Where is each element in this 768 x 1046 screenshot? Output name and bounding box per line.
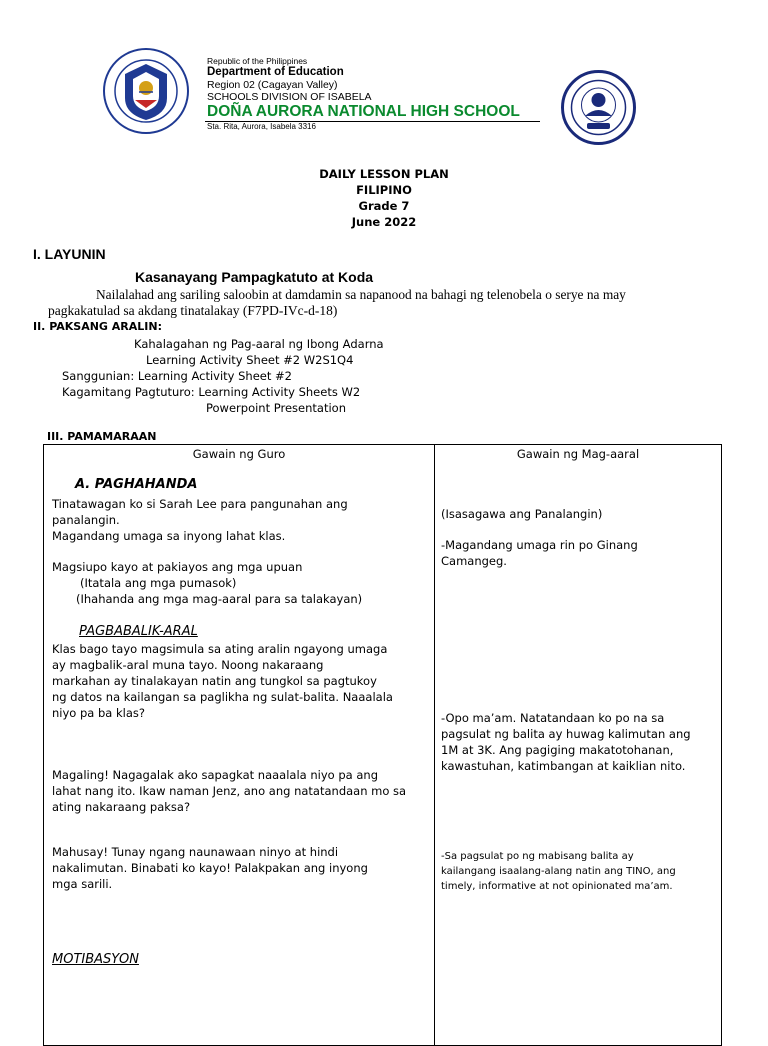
teacher-line: lahat nang ito. Ikaw naman Jenz, ano ang natatandaan mo sa [52,784,407,798]
student-line: -Opo ma’am. Natatandaan ko po na sa [441,711,665,725]
teacher-line: (Ihahanda ang mga mag-aaral para sa talakayan) [76,592,363,606]
teacher-line: Magsiupo kayo at pakiayos ang mga upuan [52,560,303,574]
student-block-1 [441,506,602,522]
teacher-block-3 [52,641,393,721]
student-line: kawastuhan, katimbangan at kaiklian nito. [441,759,686,773]
teacher-block-5 [52,844,368,892]
school-seal-icon [561,70,636,145]
title-subject: FILIPINO [356,183,412,197]
student-line: kailangang isaalang-alang natin ang TINO, ang [441,866,676,877]
teacher-line: nakalimutan. Binabati ko kayo! Palakpakan ang inyong [52,861,368,875]
student-column-header: Gawain ng Mag-aaral [516,447,640,461]
teacher-line: markahan ay tinalakayan natin ang tungkol sa pagtukoy [52,674,377,688]
teacher-column-header: Gawain ng Guro [192,447,286,461]
header-division: SCHOOLS DIVISION OF ISABELA [207,91,372,103]
school-seal [561,70,636,145]
heading-pamamaraan: III. PAMAMARAAN [47,430,157,443]
teacher-line: ating nakaraang paksa? [52,800,191,814]
header-school-name: DOÑA AURORA NATIONAL HIGH SCHOOL [207,103,520,120]
teacher-line: (Itatala ang mga pumasok) [80,576,237,590]
title-grade: Grade 7 [358,199,410,213]
title-dlp: DAILY LESSON PLAN [319,167,449,181]
student-line: timely, informative at not opinionated ma’am. [441,881,673,892]
student-line: 1M at 3K. Ang pagiging makatotohanan, [441,743,674,757]
teacher-block-2 [52,559,362,607]
header-address: Sta. Rita, Aurora, Isabela 3316 [207,122,316,131]
deped-seal [103,48,189,134]
teacher-block-4 [52,767,406,815]
student-block-3 [441,710,691,774]
title-date: June 2022 [351,215,417,229]
student-line: (Isasagawa ang Panalangin) [441,507,603,521]
deped-seal-icon [103,48,189,134]
teacher-line: Mahusay! Tunay ngang naunawaan ninyo at hindi [52,845,339,859]
subheading-kasanayan: Kasanayang Pampagkatuto at Koda [135,269,374,285]
header-department: Department of Education [207,66,344,78]
teacher-line: Magaling! Nagagalak ako sapagkat naaalala niyo pa ang [52,768,378,782]
teacher-line: Klas bago tayo magsimula sa ating aralin ngayong umaga [52,642,388,656]
teacher-line: ng datos na kailangan sa paglikha ng sulat-balita. Naaalala [52,690,393,704]
heading-layunin: I. LAYUNIN [33,246,106,262]
teacher-line: Magandang umaga sa inyong lahat klas. [52,529,286,543]
paksa-sanggunian: Sanggunian: Learning Activity Sheet #2 [62,369,292,383]
section-pagbabalik-aral: PAGBABALIK-ARAL [79,624,198,639]
paksa-las: Learning Activity Sheet #2 W2S1Q4 [146,353,354,367]
heading-paksang-aralin: II. PAKSANG ARALIN: [33,320,162,333]
teacher-line: mga sarili. [52,877,113,891]
teacher-line: ay magbalik-aral muna tayo. Noong nakaraang [52,658,324,672]
header-republic: Republic of the Philippines [207,56,308,66]
student-line: Camangeg. [441,554,507,568]
header-region: Region 02 (Cagayan Valley) [207,79,338,91]
student-block-4 [441,849,676,894]
section-motibasyon: MOTIBASYON [52,952,139,967]
section-paghahanda: A. PAGHAHANDA [75,477,198,492]
student-block-2 [441,537,638,569]
paksa-title: Kahalagahan ng Pag-aaral ng Ibong Adarna [134,337,384,351]
layunin-text-1: Nailalahad ang sariling saloobin at damdamin sa napanood na bahagi ng telenobela o serye na may [96,287,626,302]
paksa-powerpoint: Powerpoint Presentation [206,401,346,415]
paksa-kagamitan: Kagamitang Pagtuturo: Learning Activity Sheets W2 [62,385,361,399]
teacher-line: panalangin. [52,513,120,527]
teacher-line: Tinatawagan ko si Sarah Lee para pangunahan ang [52,497,348,511]
student-line: -Sa pagsulat po ng mabisang balita ay [441,851,634,862]
student-line: -Magandang umaga rin po Ginang [441,538,638,552]
student-line: pagsulat ng balita ay huwag kalimutan ang [441,727,691,741]
layunin-text-2: pagkakatulad sa akdang tinatalakay (F7PD-IVc-d-18) [48,303,338,318]
teacher-line: niyo pa ba klas? [52,706,145,720]
teacher-block-1 [52,496,348,544]
